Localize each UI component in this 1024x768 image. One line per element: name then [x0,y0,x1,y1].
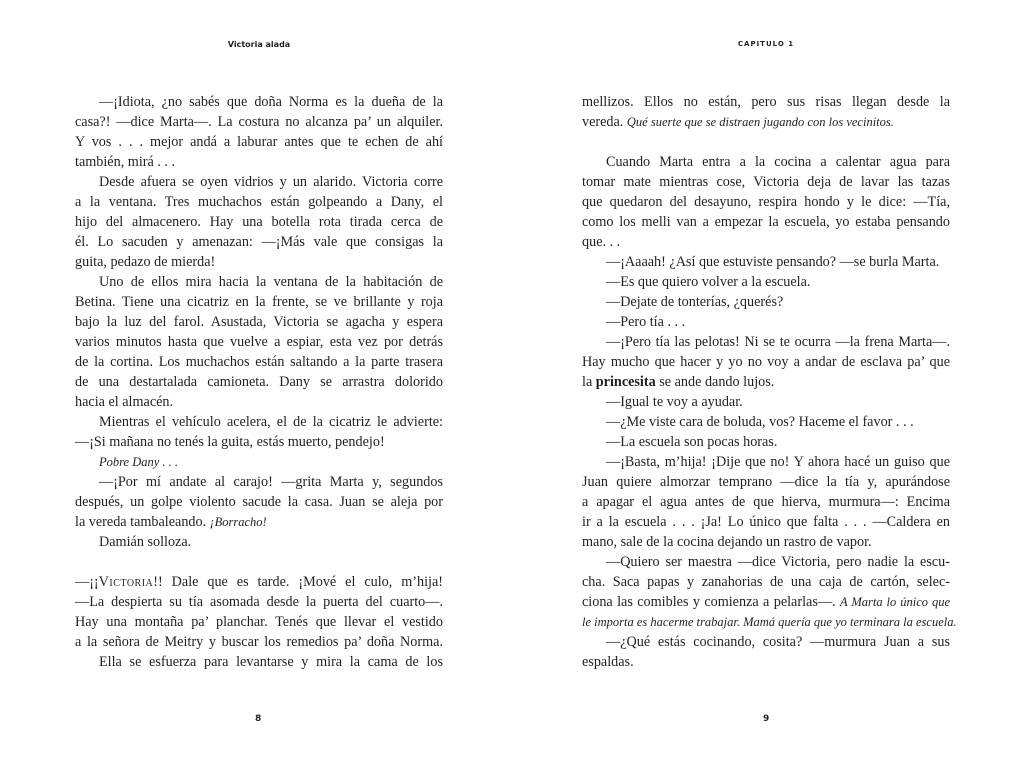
text-line [582,432,950,452]
text-line [75,312,443,332]
smallcaps-name: Victoria [98,574,154,590]
text-run: —La escuela son pocas horas. [606,434,778,450]
text-line [582,652,950,672]
text-run: Mientras el vehículo acelera, el de la cicatriz le advierte: [99,414,443,430]
text-line [75,652,443,672]
text-line [75,212,443,232]
text-line [75,592,443,612]
text-run: —¡Aaaah! ¿Así que estuviste pensando? —se burla Marta. [606,254,940,270]
text-run: se ande dando lujos. [655,374,775,390]
text-run: Pobre Dany . . . [99,455,179,469]
text-run: mano, sale de la cocina dejando un rastro de vapor. [582,534,872,550]
text-run: como los melli van a empezar la escuela, yo estaba pensando [582,214,950,230]
text-line [582,192,950,212]
right-page-body-text [582,92,957,672]
text-run: —La despierta su tía asomada desde la puerta del cuarto—. [75,594,443,610]
text-run: a la ventana. Tres muchachos están golpeando a Dany, el [75,194,443,210]
text-run: mellizos. Ellos no están, pero sus risas llegan desde la [582,94,950,110]
italic-thought: Qué suerte que se distraen jugando con los vecinitos. [626,115,894,129]
page-number: 8 [255,714,262,724]
text-run: hacia el almacén. [75,394,174,410]
text-line [75,152,443,172]
text-run: —¡Basta, m’hija! ¡Dije que no! Y ahora hacé un guiso que [606,454,950,470]
text-run: —¡Pero tía las pelotas! Ni se te ocurra —la frena Marta—. [606,334,950,350]
text-run: bajo la luz del farol. Asustada, Victoria se agacha y espera [75,314,443,330]
italic-thought: ¡Borracho! [209,515,267,529]
text-line [582,512,950,532]
text-line [75,492,443,512]
running-head-chapter: CAPITULO 1 [737,40,795,48]
text-line [582,92,950,112]
paragraph-break [75,552,443,572]
text-run: !! Dale que es tarde. ¡Mové el culo, m’hija! [153,574,443,590]
text-run: Cuando Marta entra a la cocina a calentar agua para [606,154,950,170]
text-line [75,572,443,592]
text-run: hijo del almacenero. Hay una botella rota tirada cerca de [75,214,443,230]
text-line [75,612,443,632]
text-line [75,192,443,212]
text-line [75,112,443,132]
text-run: —Quiero ser maestra —dice Victoria, pero nadie la escu- [606,554,950,570]
text-line [582,232,950,252]
text-line [75,432,443,452]
text-line [582,352,950,372]
text-run: —Es que quiero volver a la escuela. [606,274,811,290]
text-line [75,632,443,652]
text-line [75,132,443,152]
text-run: —¡¡ [75,574,99,590]
text-run: Uno de ellos mira hacia la ventana de la habitación de [99,274,443,290]
text-line [75,172,443,192]
left-page-body-text [75,92,443,672]
text-line [582,212,950,232]
text-run: Damián solloza. [99,534,192,550]
text-run: varios minutos hasta que vuelve a espiar, esta vez por detrás [75,334,443,350]
text-run: —¿Qué estás cocinando, cosita? —murmura Juan a sus [606,634,950,650]
bold-word: princesita [595,374,656,390]
text-run: —¿Me viste cara de boluda, vos? Haceme el favor . . . [606,414,914,430]
text-line [75,412,443,432]
text-line [582,592,950,612]
text-run: Y vos . . . mejor andá a laburar antes que te echen de ahí [75,134,443,150]
text-line [75,532,443,552]
text-run: la [582,374,596,390]
text-run: a la señora de Meitry y buscar los remedios pa’ doña Norma. [75,634,443,650]
text-run: Betina. Tiene una cicatriz en la frente, se ve brillante y roja [75,294,443,310]
text-run: también, mirá . . . [75,154,176,170]
text-run: —¡Idiota, ¿no sabés que doña Norma es la dueña de la [99,94,443,110]
text-line [582,292,950,312]
text-line [582,332,950,352]
text-line [75,352,443,372]
text-run: Desde afuera se oyen vidrios y un alarido. Victoria corre [99,174,443,190]
text-line [582,252,950,272]
text-run: casa?! —dice Marta—. La costura no alcanza pa’ un alquiler. [75,114,443,130]
text-line [582,612,957,632]
text-line [75,372,443,392]
page-number: 9 [763,714,770,724]
text-line [75,472,443,492]
text-run: después, un golpe violento sacude la casa. Juan se aleja por [75,494,443,510]
text-line [75,392,443,412]
text-run: él. Lo sacuden y amenazan: —¡Más vale que consigas la [75,234,443,250]
text-run: vereda. [582,114,624,130]
text-run: —Pero tía . . . [606,314,686,330]
text-line [75,272,443,292]
paragraph-break [582,132,950,152]
text-run: espaldas. [582,654,634,670]
text-line [582,472,950,492]
text-run: cha. Saca papas y zanahorias de una caja de cartón, selec- [582,574,950,590]
text-line [75,292,443,312]
text-run: —¡Por mí andate al carajo! —grita Marta y, segundos [99,474,443,490]
text-run: ir a la escuela . . . ¡Ja! Lo único que falta . . . —Caldera en [582,514,950,530]
text-run: le importa es hacerme trabajar. Mamá quería que yo terminara la escuela. [582,615,957,629]
text-run: tomar mate mientras cose, Victoria deja de lavar las tazas [582,174,950,190]
text-line [582,312,950,332]
text-run: a apagar el agua antes de que hierva, murmura—: Encima [582,494,950,510]
text-line [582,452,950,472]
text-line [75,92,443,112]
text-line [582,372,950,392]
text-line [582,392,950,412]
text-run: que quedaron del desayuno, respira hondo y le dice: —Tía, [582,194,950,210]
text-run: guita, pedazo de mierda! [75,254,216,270]
text-run: —Dejate de tonterías, ¿querés? [606,294,784,310]
text-run: Hay mucho que hacer y yo no voy a andar de esclava pa’ que [582,354,950,370]
text-line [582,412,950,432]
text-run: —Igual te voy a ayudar. [606,394,743,410]
text-line [582,172,950,192]
text-line [75,452,443,472]
italic-thought: A Marta lo único que [839,595,950,609]
text-line [582,632,950,652]
text-run: —¡Si mañana no tenés la guita, estás muerto, pendejo! [75,434,385,450]
text-line [75,232,443,252]
text-run: ciona las comibles y comienza a pelarlas—. [582,594,836,610]
text-run: Hay una montaña pa’ planchar. Tenés que llevar el vestido [75,614,443,630]
text-line [75,252,443,272]
text-line [582,572,950,592]
right-page [512,0,1024,768]
text-line [582,112,950,132]
running-head-book-title: Victoria alada [227,40,291,49]
text-run: Ella se esfuerza para levantarse y mira la cama de los [99,654,443,670]
text-run: que. . . [582,234,621,250]
text-line [75,512,443,532]
text-run: de la cortina. Los muchachos están saltando a la parte trasera [75,354,443,370]
text-line [582,552,950,572]
text-run: la vereda tambaleando. [75,514,207,530]
text-line [582,152,950,172]
text-run: de una destartalada camioneta. Dany se arrastra dolorido [75,374,443,390]
text-run: Juan quiere almorzar temprano —dice la tía y, apurándose [582,474,950,490]
text-line [582,272,950,292]
text-line [582,532,950,552]
text-line [582,492,950,512]
text-line [75,332,443,352]
